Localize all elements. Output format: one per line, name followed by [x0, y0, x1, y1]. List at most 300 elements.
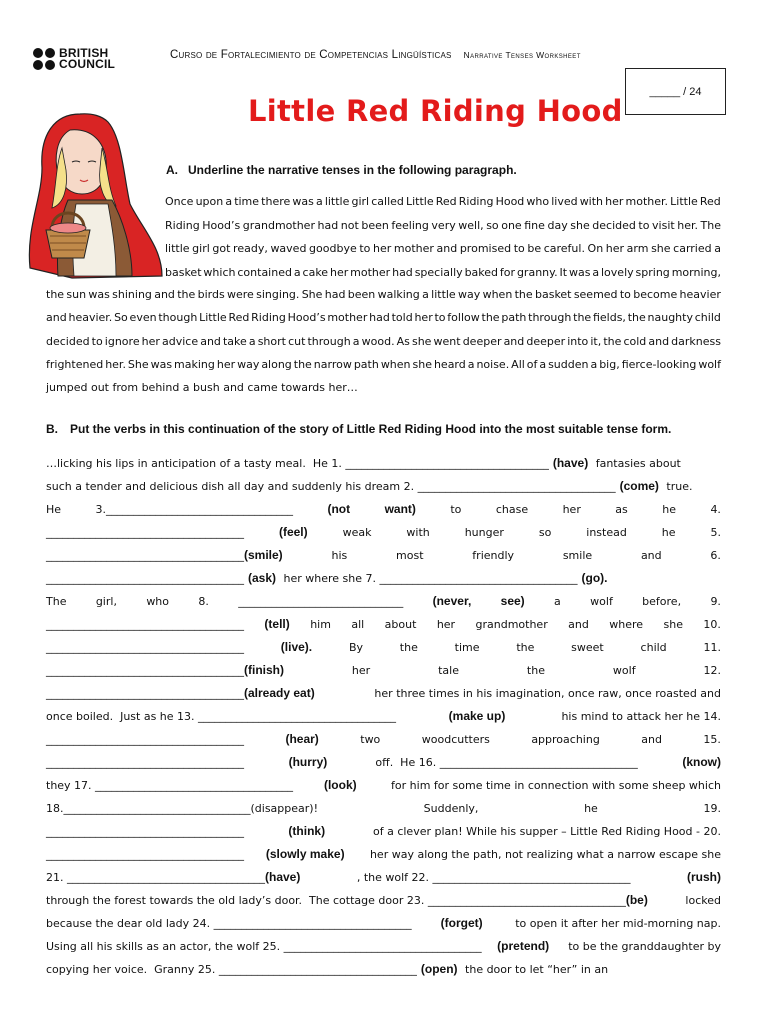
line-text: and — [641, 733, 662, 746]
verb-prompt: (hear) — [285, 732, 319, 746]
word: naughty — [647, 311, 693, 325]
word: she — [570, 218, 590, 232]
line-text: the — [526, 664, 545, 677]
verb-prompt-wrap — [433, 590, 472, 613]
blank-with-verb: 21. ____________________________________(have) — [46, 870, 301, 884]
word: birds — [197, 288, 225, 301]
word: Riding — [458, 195, 494, 208]
word: a — [592, 265, 600, 279]
word: mother. — [625, 195, 669, 208]
word: Once — [165, 195, 194, 208]
line-text: 8. — [198, 595, 209, 608]
logo-line-2: COUNCIL — [59, 57, 116, 71]
exercise-line — [46, 498, 721, 521]
word: fields, — [592, 311, 626, 325]
line-text: her — [436, 618, 456, 631]
verb-prompt-wrap — [687, 866, 721, 889]
word: to — [91, 334, 103, 348]
word: baked — [464, 265, 499, 279]
paragraph-line — [46, 353, 721, 376]
word: take — [222, 334, 247, 348]
word: not — [340, 218, 359, 232]
line-text: the door to let “her” in an — [461, 963, 609, 976]
word: short — [257, 334, 286, 348]
word: ignore — [104, 334, 140, 348]
line-text: about — [384, 618, 417, 631]
section-a-number: A. — [166, 163, 178, 177]
verb-prompt-wrap — [266, 843, 345, 866]
word: arm — [626, 242, 649, 255]
word: follow — [447, 311, 480, 325]
word: the — [603, 334, 622, 348]
paragraph-line — [46, 306, 721, 329]
line-text: By — [348, 641, 363, 654]
blank-with-verb: ____________________________________(already eat) — [46, 686, 315, 700]
blank-with-verb: through the forest towards the old lady’s door. The cottage door 23. ____________________________________(be) — [46, 893, 648, 907]
word: the — [46, 288, 65, 301]
word: visit — [652, 218, 675, 232]
word: decided — [592, 218, 636, 232]
line-text: to open it after her mid-morning nap. — [511, 917, 721, 930]
line-text: instead — [586, 526, 627, 539]
verb-prompt: (go). — [581, 571, 608, 585]
word: child — [694, 311, 721, 325]
line-text: to — [450, 503, 462, 516]
word: a — [352, 334, 360, 348]
line-text: The — [46, 595, 67, 608]
blank-with-verb: ____________________________________(smile) — [46, 548, 283, 562]
word: Red — [435, 195, 457, 208]
verb-prompt-wrap — [553, 452, 588, 475]
line-text: friendly — [472, 549, 515, 562]
line-text: woodcutters — [421, 733, 490, 746]
word: her — [141, 334, 160, 348]
word: Little — [405, 195, 434, 208]
word: Riding — [165, 218, 200, 232]
line-text: 9. — [710, 595, 721, 608]
line-text: a — [554, 595, 561, 608]
line-text: ____________________________________ — [46, 825, 244, 838]
line-text: her way along the path, not realizing what a narrow escape she — [366, 848, 721, 861]
line-text: who — [146, 595, 170, 608]
word: was — [150, 357, 173, 371]
line-text: 19. — [703, 802, 721, 815]
word: sudden — [548, 357, 589, 371]
word: Hood’s — [287, 311, 326, 325]
line-text: approaching — [531, 733, 600, 746]
word: Little — [199, 311, 227, 325]
word: was — [88, 288, 110, 301]
exercise-line — [46, 544, 721, 567]
word: day — [547, 218, 568, 232]
word: and — [200, 334, 221, 348]
exercise-line — [46, 751, 721, 774]
word: was — [568, 265, 591, 279]
exercise-line — [46, 774, 721, 797]
word: her — [605, 242, 625, 255]
word: sun — [66, 288, 87, 301]
line-text: 6. — [710, 549, 721, 562]
line-text: …licking his lips in anticipation of a tasty meal. He 1. _____________________________________ — [46, 457, 549, 470]
verb-prompt: (come) — [619, 479, 659, 493]
word: and — [436, 242, 458, 255]
word: a — [590, 357, 598, 371]
word: the — [177, 288, 196, 301]
line-text: Suddenly, — [423, 802, 479, 815]
exercise-line — [46, 659, 721, 682]
exercise-line — [46, 705, 721, 728]
worksheet-name: Narrative Tenses Worksheet — [463, 50, 581, 60]
verb-prompt-wrap — [264, 613, 289, 636]
score-box — [625, 68, 726, 115]
score-text: _____ / 24 — [649, 85, 702, 98]
word: been — [347, 288, 376, 301]
exercise-line — [46, 452, 721, 475]
word: her — [373, 242, 392, 255]
word: little — [324, 195, 350, 208]
word: called — [371, 195, 404, 208]
line-text: because the dear old lady 24. ____________________________________ — [46, 917, 412, 930]
word: when — [380, 357, 411, 371]
word: lovely — [601, 265, 634, 279]
verb-prompt: (forget) — [440, 916, 483, 930]
word: to — [619, 288, 631, 301]
line-text: ____________________________________ — [46, 572, 244, 585]
verb-prompt: (ask) — [248, 571, 277, 585]
line-text: where — [609, 618, 644, 631]
line-text: 10. — [703, 618, 721, 631]
line-text: her — [562, 503, 581, 516]
verb-prompt-wrap — [441, 912, 483, 935]
verb-prompt: (never, — [432, 594, 472, 608]
word: heavier — [679, 288, 721, 301]
word: a — [422, 288, 429, 301]
verb-prompt-wrap — [289, 751, 328, 774]
word: the — [573, 311, 592, 325]
exercise-line — [46, 636, 721, 659]
verb-prompt: (already eat) — [244, 686, 315, 700]
verb-prompt: (hurry) — [288, 755, 328, 769]
word: which — [203, 265, 236, 279]
line-text: 15. — [703, 733, 721, 746]
line-text: wolf — [612, 664, 636, 677]
paragraph-line — [46, 283, 721, 306]
verb-prompt: (know) — [682, 755, 721, 769]
line-text: copying her voice. Granny 25. ____________________________________ — [46, 963, 417, 976]
line-text: wolf — [590, 595, 613, 608]
word: girl — [192, 242, 210, 255]
word: promised — [459, 242, 512, 255]
word: singing. — [256, 288, 300, 301]
section-a-paragraph-wide — [46, 283, 721, 399]
exercise-line — [46, 475, 721, 498]
paragraph-line — [165, 261, 721, 285]
page-title: Little Red Riding Hood — [248, 94, 623, 128]
exercise-line — [46, 912, 721, 935]
word: spring — [635, 265, 670, 279]
word: little — [431, 288, 456, 301]
word: making — [174, 357, 215, 371]
line-text: the — [399, 641, 418, 654]
word: shining — [112, 288, 152, 301]
verb-prompt-wrap — [285, 728, 318, 751]
line-text: and — [568, 618, 589, 631]
line-text: 12. — [703, 664, 721, 677]
word: darkness — [671, 334, 721, 348]
verb-prompt-wrap — [248, 567, 276, 590]
word: path — [353, 357, 379, 371]
word: decided — [46, 334, 90, 348]
verb-prompt-wrap — [582, 567, 608, 590]
verb-prompt-wrap — [281, 636, 312, 659]
word: path — [501, 311, 527, 325]
word: way — [237, 357, 260, 371]
verb-prompt: see) — [500, 594, 525, 608]
line-text: with — [406, 526, 430, 539]
word: basket — [165, 265, 202, 279]
verb-prompt: (smile) — [244, 548, 283, 562]
verb-prompt: (have) — [552, 456, 589, 470]
line-text: 4. — [710, 503, 721, 516]
word: to — [434, 311, 446, 325]
line-text: two — [360, 733, 381, 746]
verb-prompt-wrap — [620, 475, 659, 498]
verb-prompt-wrap — [279, 521, 308, 544]
word: specially — [414, 265, 463, 279]
line-text: ______________________________ — [238, 595, 404, 608]
line-text: fantasies about — [592, 457, 681, 470]
word: granny. — [516, 265, 558, 279]
red-riding-hood-illustration-icon — [12, 108, 174, 280]
word: time — [234, 195, 260, 208]
exercise-line — [46, 820, 721, 843]
line-text: Using all his skills as an actor, the wolf 25. ____________________________________ — [46, 940, 482, 953]
paragraph-line — [165, 237, 721, 261]
word: fine — [524, 218, 545, 232]
line-text: hunger — [464, 526, 504, 539]
verb-prompt-wrap — [288, 820, 325, 843]
line-text: she — [663, 618, 683, 631]
word: been — [361, 218, 389, 232]
word: It — [559, 265, 568, 279]
word: a — [293, 265, 301, 279]
line-text: sweet — [571, 641, 604, 654]
word: there — [261, 195, 291, 208]
line-text: ____________________________________ — [46, 618, 244, 631]
word: had — [369, 311, 390, 325]
verb-prompt: (think) — [288, 824, 326, 838]
line-text: he — [661, 526, 676, 539]
word: her. — [677, 218, 698, 232]
word: had — [392, 265, 413, 279]
word: So — [114, 311, 128, 325]
word: narrow — [313, 357, 352, 371]
line-text: , the wolf 22. ____________________________________ — [356, 871, 631, 884]
verb-prompt-wrap — [327, 498, 350, 521]
logo-text — [59, 48, 115, 70]
exercise-line — [46, 797, 721, 820]
word: to — [638, 218, 650, 232]
line-text: grandmother — [475, 618, 548, 631]
line-text: of a clever plan! While his supper – Little Red Riding Hood - 20. — [369, 825, 721, 838]
verb-prompt: (tell) — [264, 617, 290, 631]
line-text: such a tender and delicious dish all day and suddenly his dream 2. ____________________________________ — [46, 480, 616, 493]
word: she — [412, 357, 432, 371]
word: and — [648, 334, 670, 348]
line-text: time — [454, 641, 480, 654]
word: a — [467, 357, 475, 371]
line-text: 11. — [703, 641, 721, 654]
line-text: and — [640, 549, 662, 562]
verb-prompt: (rush) — [687, 870, 721, 884]
line-text: to be the granddaughter by — [564, 940, 721, 953]
word: she — [651, 242, 671, 255]
word: along — [261, 357, 292, 371]
line-text: her where she 7. ____________________________________ — [280, 572, 578, 585]
verb-prompt: (look) — [323, 778, 357, 792]
line-text: 3.__________________________________ — [95, 503, 293, 516]
word: basket — [534, 288, 572, 301]
line-text: 18.__________________________________(disappear)! — [46, 802, 318, 815]
word: mother — [393, 242, 434, 255]
word: when — [482, 288, 513, 301]
word: Red — [699, 195, 721, 208]
word: lived — [551, 195, 578, 208]
word: mother — [350, 265, 391, 279]
line-text: ____________________________________ — [46, 526, 244, 539]
exercise-line — [46, 889, 721, 912]
british-council-logo — [33, 48, 115, 70]
word: her — [605, 195, 624, 208]
word: walking — [377, 288, 420, 301]
word: had — [317, 218, 339, 232]
course-title — [170, 49, 581, 61]
line-text: locked — [681, 894, 721, 907]
word: feeling — [391, 218, 429, 232]
word: one — [501, 218, 522, 232]
verb-prompt: (have) — [265, 870, 301, 884]
word: goodbye — [309, 242, 357, 255]
exercise-line — [46, 590, 721, 613]
verb-prompt-wrap — [682, 751, 721, 774]
line-text: chase — [495, 503, 529, 516]
word: and — [503, 334, 525, 348]
verb-prompt: (feel) — [278, 525, 308, 539]
line-text: him — [310, 618, 331, 631]
verb-prompt-wrap — [449, 705, 506, 728]
word: become — [633, 288, 678, 301]
paragraph-line — [165, 214, 721, 238]
word: fierce-looking — [621, 357, 697, 371]
verb-prompt-wrap — [501, 590, 525, 613]
word: through — [528, 311, 572, 325]
word: was — [292, 195, 314, 208]
line-text: as — [615, 503, 628, 516]
exercise-line — [46, 728, 721, 751]
word: her — [329, 265, 349, 279]
word: The — [700, 218, 721, 232]
word: the — [627, 311, 646, 325]
word: she — [411, 334, 432, 348]
section-b-exercise — [46, 452, 721, 981]
word: She — [127, 357, 149, 371]
word: deeper — [462, 334, 502, 348]
line-text: the — [516, 641, 535, 654]
word: the — [514, 288, 533, 301]
word: so — [486, 218, 499, 232]
line-text: tale — [438, 664, 459, 677]
word: her — [414, 311, 433, 325]
word: Riding — [251, 311, 286, 325]
word: seemed — [573, 288, 618, 301]
word: her. — [105, 357, 126, 371]
exercise-line — [46, 567, 721, 590]
word: of — [526, 357, 538, 371]
line-text: girl, — [95, 595, 117, 608]
word: cold — [623, 334, 647, 348]
word: to — [359, 242, 371, 255]
line-text: most — [396, 549, 424, 562]
word: cut — [288, 334, 306, 348]
word: the — [481, 311, 500, 325]
line-text: his — [331, 549, 348, 562]
word: morning, — [671, 265, 721, 279]
line-text: He — [46, 503, 62, 516]
word: She — [301, 288, 323, 301]
section-b-instruction: Put the verbs in this continuation of the story of Little Red Riding Hood into the most suitable tense form. — [70, 422, 672, 436]
word: her — [216, 357, 236, 371]
word: ready, — [233, 242, 268, 255]
exercise-line — [46, 613, 721, 636]
word: very — [431, 218, 456, 232]
section-b-heading — [46, 422, 671, 436]
word: carried — [673, 242, 712, 255]
word: wood. — [361, 334, 395, 348]
section-a-heading — [166, 163, 517, 177]
verb-prompt-wrap — [324, 774, 357, 797]
line-text: her three times in his imagination, once raw, once roasted and — [370, 687, 721, 700]
line-text: weak — [342, 526, 372, 539]
verb-prompt: (open) — [420, 962, 458, 976]
line-text: ____________________________________ — [46, 848, 244, 861]
word: a — [714, 242, 721, 255]
verb-prompt: (finish) — [244, 663, 284, 677]
word: waved — [270, 242, 307, 255]
line-text: child — [640, 641, 667, 654]
word: to — [513, 242, 525, 255]
word: heavier. — [68, 311, 113, 325]
word: Little — [670, 195, 698, 208]
logo-line-1: BRITISH — [59, 46, 109, 60]
word: a — [315, 195, 323, 208]
word: told — [391, 311, 413, 325]
word: got — [212, 242, 231, 255]
line-text: smile — [562, 549, 593, 562]
exercise-line — [46, 843, 721, 866]
verb-prompt: (not — [327, 502, 351, 516]
word: big, — [599, 357, 620, 371]
line-text: ____________________________________ — [46, 756, 244, 769]
word: grandmother — [242, 218, 315, 232]
verb-prompt: want) — [384, 502, 416, 516]
word: through — [307, 334, 351, 348]
line-text: he — [662, 503, 676, 516]
word: mother — [327, 311, 368, 325]
verb-prompt-wrap — [421, 958, 458, 981]
word: had — [324, 288, 346, 301]
line-text: ____________________________________ — [46, 641, 244, 654]
word: for — [499, 265, 516, 279]
